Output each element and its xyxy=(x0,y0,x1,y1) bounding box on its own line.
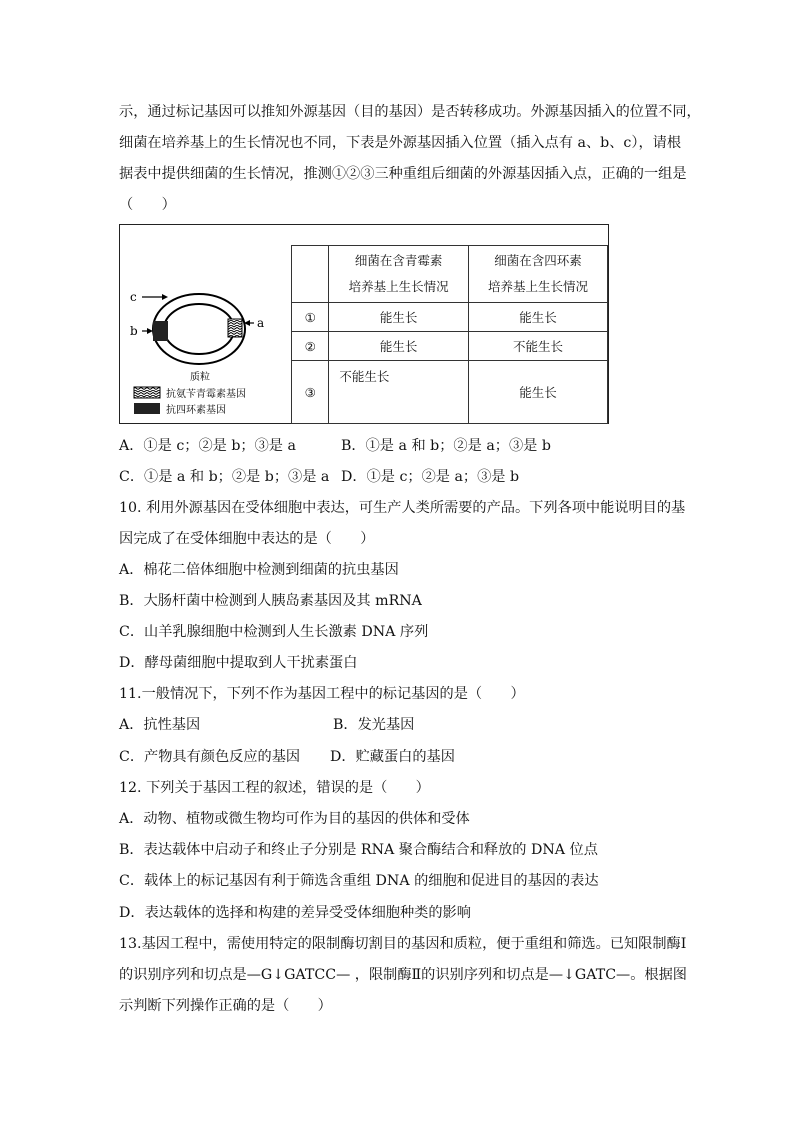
header-tetracycline-line1: 细菌在含四环素 xyxy=(494,253,582,268)
legend-ampicillin: 抗氨苄青霉素基因 xyxy=(166,389,246,400)
tetracycline-growth: 能生长 xyxy=(468,361,607,424)
label-a: a xyxy=(257,316,265,330)
q10-option-c: C．山羊乳腺细胞中检测到人生长激素 DNA 序列 xyxy=(119,624,429,640)
q10-stem-line-1: 10. 利用外源基因在受体细胞中表达，可生产人类所需要的产品。下列各项中能说明目的基 xyxy=(119,500,686,516)
tetracycline-growth: 不能生长 xyxy=(468,332,607,361)
q12-option-d: D．表达载体的选择和构建的差异受受体细胞种类的影响 xyxy=(119,905,471,921)
header-penicillin-line2: 培养基上生长情况 xyxy=(348,279,449,294)
intro-line-4: （ ） xyxy=(119,197,176,213)
tetracycline-gene-block xyxy=(153,321,168,341)
q9-option-a: A．①是 c；②是 b；③是 a xyxy=(119,438,296,454)
q12-option-b: B．表达载体中启动子和终止子分别是 RNA 聚合酶结合和释放的 DNA 位点 xyxy=(119,842,598,858)
table-row xyxy=(292,332,608,361)
q12-option-a: A．动物、植物或微生物均可作为目的基因的供体和受体 xyxy=(119,811,470,827)
q11-option-c: C．产物具有颜色反应的基因 xyxy=(119,749,301,765)
tetracycline-growth: 能生长 xyxy=(468,303,607,332)
q9-option-d: D．①是 c；②是 a；③是 b xyxy=(341,469,520,485)
q11-options-row-1 xyxy=(119,715,414,735)
header-tetracycline xyxy=(468,246,607,303)
q11-options-row-2 xyxy=(119,747,455,767)
legend-wavy-swatch xyxy=(134,387,160,398)
q9-option-b: B．①是 a 和 b；②是 a；③是 b xyxy=(341,438,551,454)
penicillin-growth: 不能生长 xyxy=(329,361,469,424)
growth-table xyxy=(291,245,608,424)
row-number: ③ xyxy=(292,361,329,424)
table-corner-cell xyxy=(292,246,329,303)
q13-line-3: 示判断下列操作正确的是（ ） xyxy=(119,998,332,1014)
intro-line-1: 示，通过标记基因可以推知外源基因（目的基因）是否转移成功。外源基因插入的位置不同， xyxy=(119,104,701,120)
ampicillin-gene-block xyxy=(228,319,242,337)
q11-stem: 11.一般情况下，下列不作为基因工程中的标记基因的是（ ） xyxy=(119,686,525,702)
q11-option-a: A．抗性基因 xyxy=(119,717,201,733)
label-c: c xyxy=(130,290,137,304)
q10-stem-line-2: 因完成了在受体细胞中表达的是（ ） xyxy=(119,531,375,547)
legend-dark-swatch xyxy=(134,403,160,414)
header-penicillin-line1: 细菌在含青霉素 xyxy=(354,253,443,268)
row-number: ① xyxy=(292,303,329,332)
q9-options-row-2 xyxy=(119,467,519,487)
q11-option-b: B．发光基因 xyxy=(333,717,415,733)
q10-option-d: D．酵母菌细胞中提取到人干扰素蛋白 xyxy=(119,655,358,671)
legend-tetracycline: 抗四环素基因 xyxy=(166,405,226,416)
intro-line-2: 细菌在培养基上的生长情况也不同，下表是外源基因插入位置（插入点有 a、b、c），请根 xyxy=(119,135,682,151)
q11-option-d: D．贮藏蛋白的基因 xyxy=(330,749,455,765)
q9-option-c: C．①是 a 和 b；②是 b；③是 a xyxy=(119,469,330,485)
penicillin-growth: 能生长 xyxy=(329,332,469,361)
table-header-row xyxy=(292,246,608,303)
intro-line-3: 据表中提供细菌的生长情况，推测①②③三种重组后细菌的外源基因插入点，正确的一组是 xyxy=(119,166,687,182)
penicillin-growth: 能生长 xyxy=(329,303,469,332)
plasmid-diagram xyxy=(120,225,290,425)
q13-line-1: 13.基因工程中，需使用特定的限制酶切割目的基因和质粒，便于重组和筛选。已知限制酶Ⅰ xyxy=(119,936,687,952)
figure-box xyxy=(119,224,609,424)
q12-stem: 12. 下列关于基因工程的叙述，错误的是（ ） xyxy=(119,780,430,796)
q9-options-row-1 xyxy=(119,436,551,456)
q10-option-a: A．棉花二倍体细胞中检测到细菌的抗虫基因 xyxy=(119,562,399,578)
table-row xyxy=(292,361,608,424)
plasmid-inner-ring xyxy=(164,304,234,354)
q12-option-c: C．载体上的标记基因有利于筛选含重组 DNA 的细胞和促进目的基因的表达 xyxy=(119,873,599,889)
row-number: ② xyxy=(292,332,329,361)
header-tetracycline-line2: 培养基上生长情况 xyxy=(487,279,588,294)
label-b: b xyxy=(130,324,138,338)
table-row xyxy=(292,303,608,332)
header-penicillin xyxy=(329,246,469,303)
q13-line-2: 的识别序列和切点是—G↓GATCC— ，限制酶Ⅱ的识别序列和切点是—↓GATC—。根据图 xyxy=(119,967,687,983)
q10-option-b: B．大肠杆菌中检测到人胰岛素基因及其 mRNA xyxy=(119,593,422,609)
plasmid-label: 质粒 xyxy=(190,372,210,383)
